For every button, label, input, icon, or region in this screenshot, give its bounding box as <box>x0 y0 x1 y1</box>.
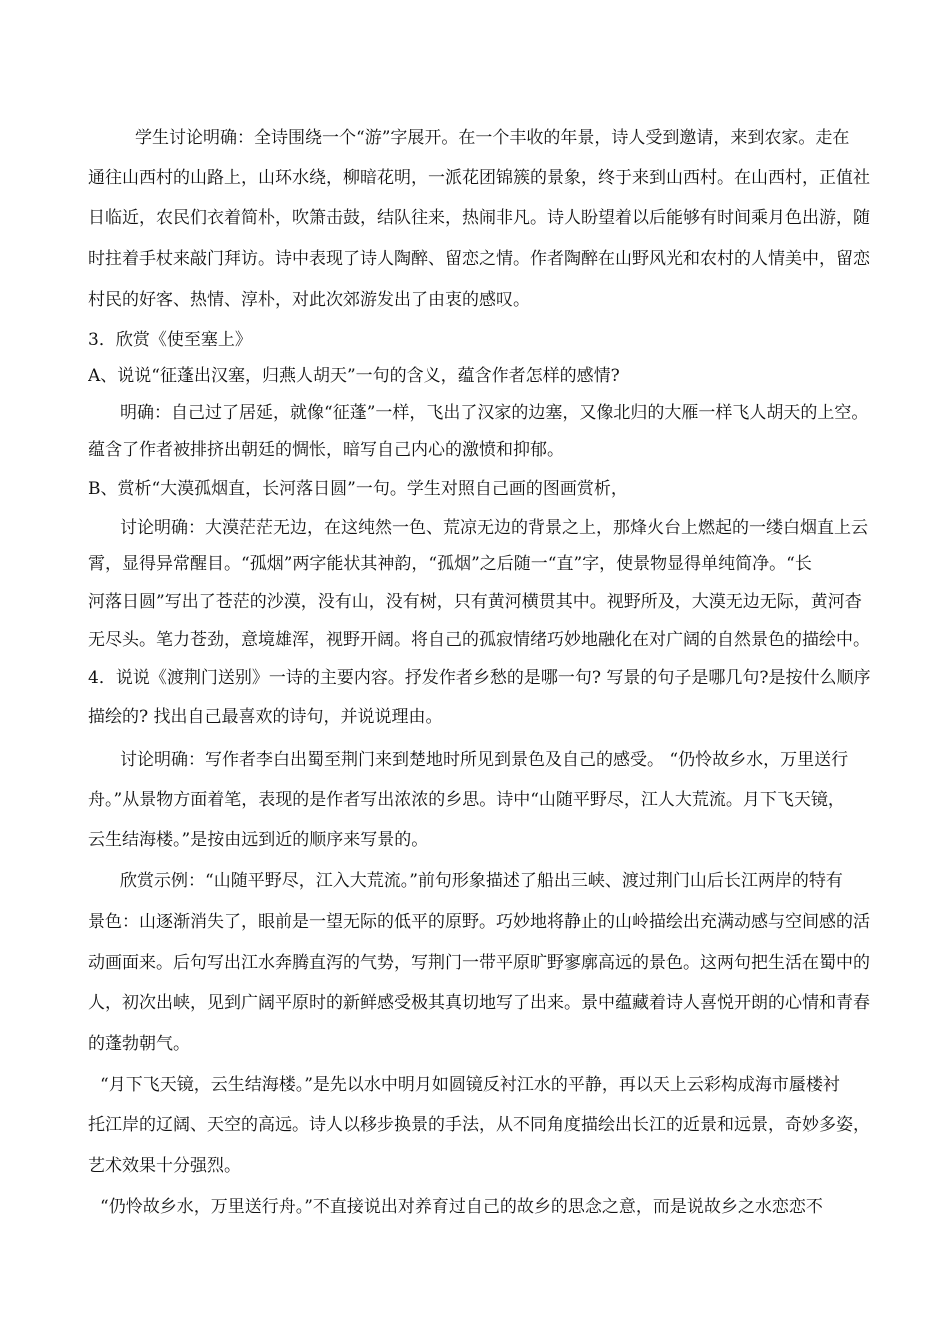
text-line: 讨论明确：大漠茫茫无边，在这纯然一色、荒凉无边的背景之上，那烽火台上燃起的一缕白烟直上云 <box>120 518 868 538</box>
text-line: 村民的好客、热情、淳朴，对此次郊游发出了由衷的感叹。 <box>88 290 530 310</box>
text-line: 霄，显得异常醒目。“孤烟”两字能状其神韵，“孤烟”之后随一“直”字，使景物显得单纯简净。“长 <box>88 554 812 574</box>
section-heading: 3．欣赏《使至塞上》 <box>88 330 252 350</box>
text-line: 学生讨论明确：全诗围绕一个“游”字展开。在一个丰收的年景，诗人受到邀请，来到农家。走在 <box>135 128 850 148</box>
question-line: B、赏析“大漠孤烟直，长河落日圆”一句。学生对照自己画的图画赏析， <box>88 479 628 499</box>
text-line: 景色：山逐渐消失了，眼前是一望无际的低平的原野。巧妙地将静止的山岭描绘出充满动感与空间感的活 <box>88 912 870 932</box>
text-line: 明确：自己过了居延，就像“征蓬”一样，飞出了汉家的边塞，又像北归的大雁一样飞人胡天的上空。 <box>120 403 869 423</box>
text-line: 时拄着手杖来敲门拜访。诗中表现了诗人陶醉、留恋之情。作者陶醉在山野风光和农村的人情美中，留恋 <box>88 249 870 269</box>
text-line: 的蓬勃朝气。 <box>88 1034 190 1054</box>
text-line: 艺术效果十分强烈。 <box>88 1156 241 1176</box>
text-line: 舟。”从景物方面着笔，表现的是作者写出浓浓的乡思。诗中“山随平野尽，江人大荒流。月下飞天镜， <box>88 790 845 810</box>
text-line: 蕴含了作者被排挤出朝廷的惆怅，暗写自己内心的激愤和抑郁。 <box>88 440 564 460</box>
text-line: 日临近，农民们衣着简朴，吹箫击鼓，结队往来，热闹非凡。诗人盼望着以后能够有时间乘月色出游，随 <box>88 208 870 228</box>
text-line: 托江岸的辽阔、天空的高远。诗人以移步换景的手法，从不同角度描绘出长江的近景和远景，奇妙多姿， <box>88 1115 870 1135</box>
text-line: 描绘的? 找出自己最喜欢的诗句，并说说理由。 <box>88 707 443 727</box>
text-line: 无尽头。笔力苍劲，意境雄浑，视野开阔。将自己的孤寂情绪巧妙地融化在对广阔的自然景色的描绘中。 <box>88 630 870 650</box>
text-line: 人，初次出峡，见到广阔平原时的新鲜感受极其真切地写了出来。景中蕴藏着诗人喜悦开朗的心情和青春 <box>88 993 870 1013</box>
text-line: 云生结海楼。”是按由远到近的顺序来写景的。 <box>88 830 429 850</box>
text-line: 河落日圆”写出了苍茫的沙漠，没有山，没有树，只有黄河横贯其中。视野所及，大漠无边无际，黄河杳 <box>88 592 862 612</box>
text-line: “月下飞天镜，云生结海楼。”是先以水中明月如圆镜反衬江水的平静，再以天上云彩构成海市蜃楼衬 <box>100 1075 840 1095</box>
text-line: 欣赏示例：“山随平野尽，江入大荒流。”前句形象描述了船出三峡、渡过荆门山后长江两岸的特有 <box>120 871 843 891</box>
section-heading: 4．说说《渡荆门送别》一诗的主要内容。抒发作者乡愁的是哪一句? 写景的句子是哪几句?是按什么顺序 <box>88 668 871 688</box>
text-line: 动画面来。后句写出江水奔腾直泻的气势，写荆门一带平原旷野寥廓高远的景色。这两句把生活在蜀中的 <box>88 953 870 973</box>
text-line: 讨论明确：写作者李白出蜀至荆门来到楚地时所见到景色及自己的感受。 “仍怜故乡水，万里送行 <box>120 750 849 770</box>
question-line: A、说说“征蓬出汉塞，归燕人胡天”一句的含义，蕴含作者怎样的感情? <box>88 366 620 386</box>
text-line: “仍怜故乡水，万里送行舟。”不直接说出对养育过自己的故乡的思念之意，而是说故乡之水恋恋不 <box>100 1197 823 1217</box>
text-line: 通往山西村的山路上，山环水绕，柳暗花明，一派花团锦簇的景象，终于来到山西村。在山西村，正值社 <box>88 168 870 188</box>
